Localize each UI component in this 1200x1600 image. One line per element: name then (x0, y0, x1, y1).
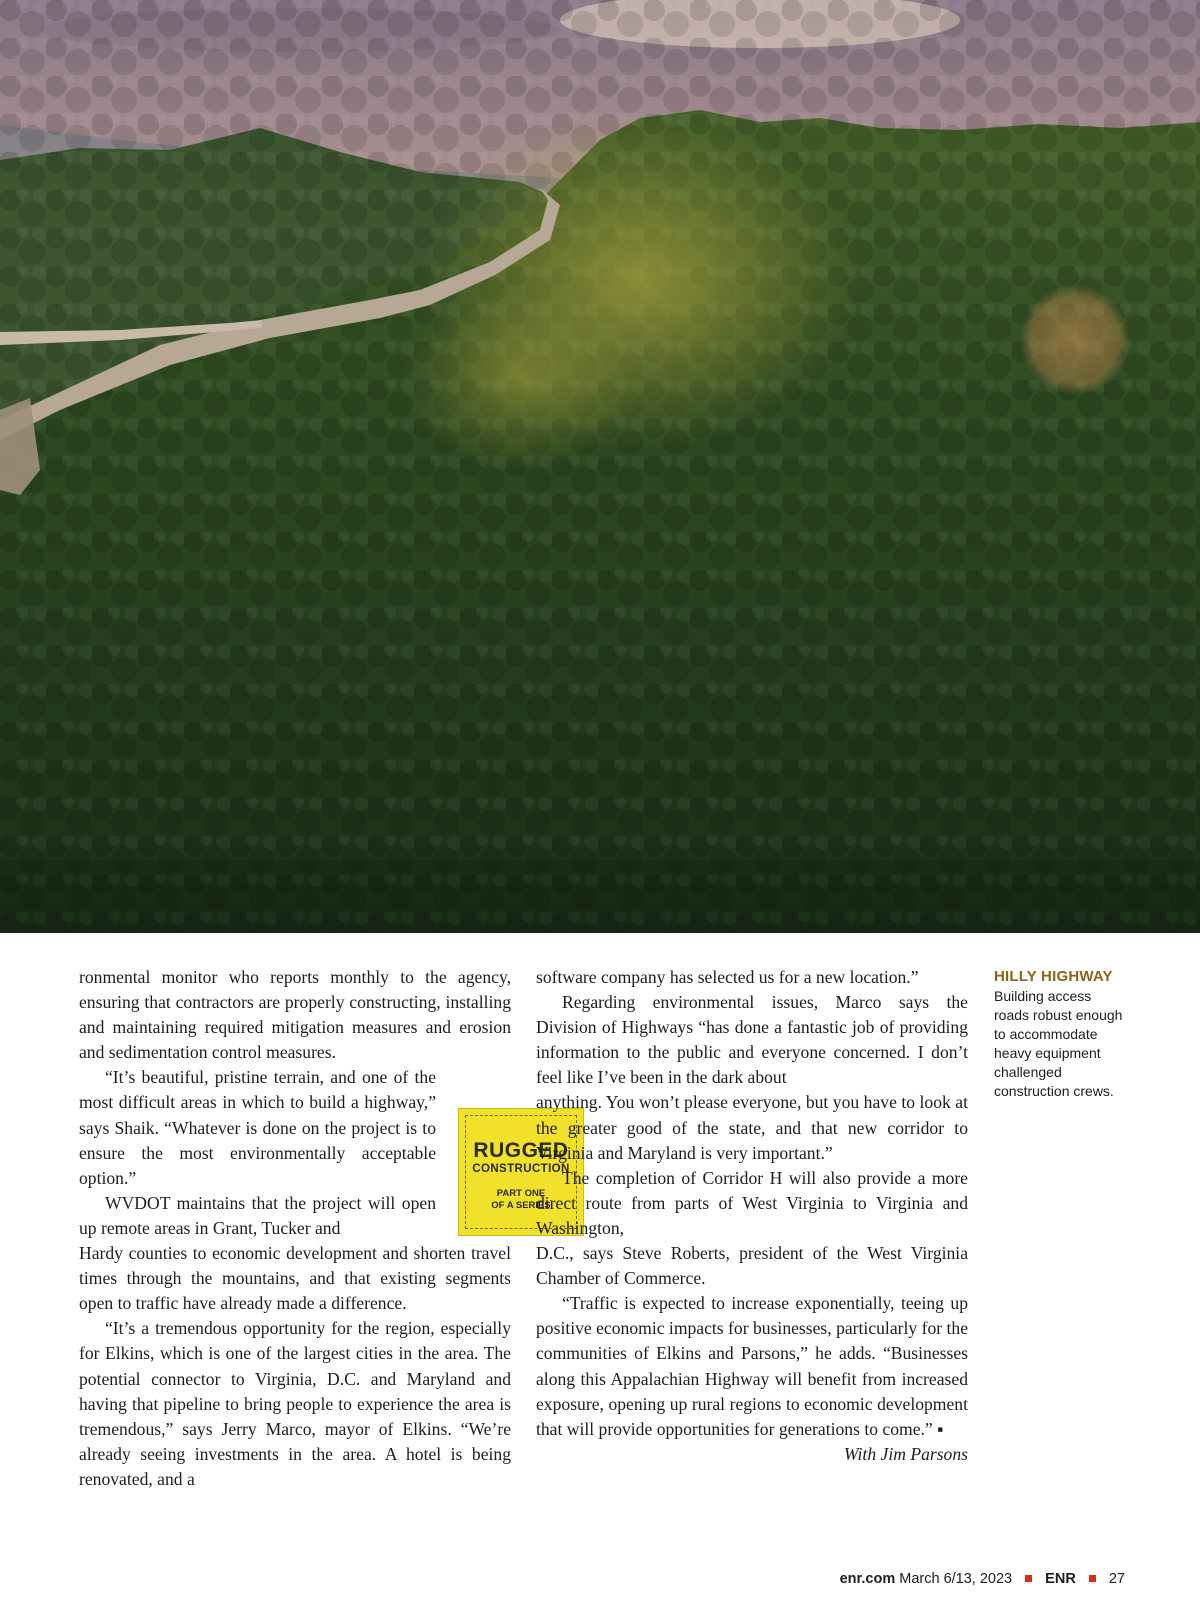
separator-square-icon (1089, 1575, 1096, 1582)
badge-title: RUGGED (473, 1139, 569, 1162)
badge-series: OF A SERIES (491, 1200, 551, 1211)
footer-site: enr.com (839, 1571, 896, 1587)
paragraph: WVDOT maintains that the project will open up remote areas in Grant, Tucker and (79, 1192, 436, 1238)
paragraph: “It’s beautiful, pristine terrain, and one of the most difficult areas in which to build a highway,” says Shaik. “Whatever is done on the project is to ensure the most environmentally acceptable option.” (79, 1067, 436, 1188)
page-number: 27 (1108, 1571, 1125, 1587)
caption-title: HILLY HIGHWAY (994, 968, 1113, 985)
page-footer (840, 1571, 1125, 1587)
caption-text: Building access roads robust enough to accommodate heavy equipment challenged construction crews. (994, 988, 1123, 1099)
paragraph: Regarding environmental issues, Marco says the Division of Highways “has done a fantastic job of providing information to the public and everyone concerned. I don’t feel like I’ve been in the dark about (536, 992, 968, 1088)
badge-subtitle: CONSTRUCTION (472, 1163, 570, 1175)
paragraph: anything. You won’t please everyone, but you have to look at the greater good of the state, and that new corridor to Virginia and Maryland is very important.” (536, 1092, 968, 1163)
paragraph: Hardy counties to economic development and shorten travel times through the mountains, and that existing segments open to traffic have already made a difference. (79, 1243, 511, 1314)
paragraph: “It’s a tremendous opportunity for the region, especially for Elkins, which is one of the largest cities in the area. The potential connector to Virginia, D.C. and Maryland and having that pipeline to bring people to experience the area is tremendous,” says Jerry Marco, mayor of Elkins. “We’re already seeing investments in the area. A hotel is being renovated, and a (79, 1318, 511, 1489)
byline: With Jim Parsons (843, 1443, 968, 1464)
paragraph: ronmental monitor who reports monthly to the agency, ensuring that contractors are properly constructing, installing and maintaining required mitigation measures and erosion and sedimentation control measures. (79, 967, 511, 1063)
paragraph: The completion of Corridor H will also provide a more direct route from parts of West Virginia to Virginia and Washington, (536, 1167, 968, 1238)
paragraph: “Traffic is expected to increase exponentially, teeing up positive economic impacts for businesses, particularly for the communities of Elkins and Parsons,” he adds. “Businesses along this Appalachian Highway will benefit from increased exposure, opening up rural regions to economic development that will provide opportunities for generations to come.” ▪ (536, 1293, 968, 1439)
footer-date: March 6/13, 2023 (899, 1571, 1013, 1587)
separator-square-icon (1025, 1575, 1032, 1582)
badge-part: PART ONE (496, 1188, 546, 1199)
paragraph: software company has selected us for a new location.” (536, 967, 919, 987)
photo-caption (994, 967, 1124, 1101)
footer-magazine: ENR (1045, 1571, 1076, 1587)
paragraph: D.C., says Steve Roberts, president of the West Virginia Chamber of Commerce. (536, 1243, 968, 1289)
body-column-1 (79, 965, 511, 1492)
body-column-2 (536, 965, 968, 1467)
